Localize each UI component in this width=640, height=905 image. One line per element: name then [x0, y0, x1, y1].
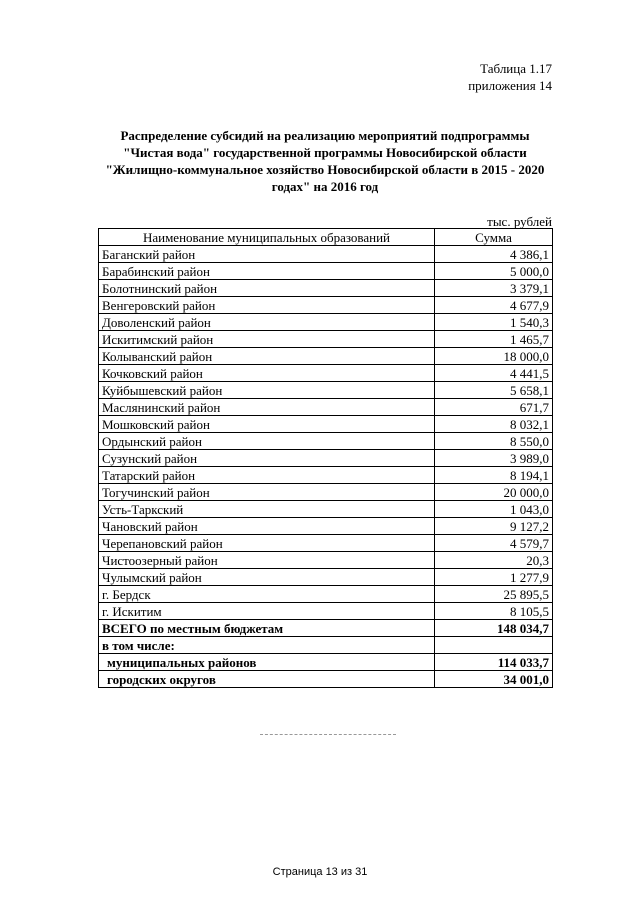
subsidy-sum: 1 043,0	[435, 501, 553, 518]
municipality-name: Маслянинский район	[99, 399, 435, 416]
municipality-name: Кочковский район	[99, 365, 435, 382]
table-row	[99, 603, 553, 620]
subsidy-table	[98, 228, 553, 688]
unit-label: тыс. рублей	[487, 214, 552, 229]
municipal-districts-row	[99, 654, 553, 671]
subsidy-sum: 1 540,3	[435, 314, 553, 331]
municipality-name: Чистоозерный район	[99, 552, 435, 569]
title-line: годах" на 2016 год	[271, 179, 379, 194]
title-line: Распределение субсидий на реализацию мероприятий подпрограммы	[120, 128, 530, 143]
subsidy-sum: 3 379,1	[435, 280, 553, 297]
including-row	[99, 637, 553, 654]
separator-line	[260, 734, 396, 735]
subsidy-sum: 9 127,2	[435, 518, 553, 535]
municipality-name: Мошковский район	[99, 416, 435, 433]
subsidy-sum: 1 465,7	[435, 331, 553, 348]
total-label: ВСЕГО по местным бюджетам	[99, 620, 435, 637]
table-row	[99, 433, 553, 450]
subsidy-sum: 5 000,0	[435, 263, 553, 280]
table-row	[99, 518, 553, 535]
table-row	[99, 552, 553, 569]
table-row	[99, 416, 553, 433]
table-row	[99, 348, 553, 365]
subsidy-sum: 1 277,9	[435, 569, 553, 586]
municipality-name: Венгеровский район	[99, 297, 435, 314]
municipality-name: Усть-Таркский	[99, 501, 435, 518]
subsidy-sum: 25 895,5	[435, 586, 553, 603]
column-header-name: Наименование муниципальных образований	[99, 229, 435, 246]
table-row	[99, 314, 553, 331]
subsidy-sum: 5 658,1	[435, 382, 553, 399]
municipality-name: Чулымский район	[99, 569, 435, 586]
subsidy-sum: 8 105,5	[435, 603, 553, 620]
subsidy-sum: 3 989,0	[435, 450, 553, 467]
column-header-sum: Сумма	[435, 229, 553, 246]
page-footer: Страница 13 из 31	[272, 866, 368, 878]
municipality-name: г. Бердск	[99, 586, 435, 603]
table-row	[99, 280, 553, 297]
table-row	[99, 382, 553, 399]
subsidy-sum: 8 032,1	[435, 416, 553, 433]
subsidy-sum: 18 000,0	[435, 348, 553, 365]
municipality-name: Искитимский район	[99, 331, 435, 348]
table-row	[99, 450, 553, 467]
municipality-name: Колыванский район	[99, 348, 435, 365]
including-sum	[435, 637, 553, 654]
municipality-name: Чановский район	[99, 518, 435, 535]
table-row	[99, 569, 553, 586]
subsidy-sum: 4 386,1	[435, 246, 553, 263]
urban-districts-label: городских округов	[99, 671, 435, 688]
appendix-label: приложения 14	[468, 78, 552, 93]
subsidy-sum: 4 677,9	[435, 297, 553, 314]
municipality-name: г. Искитим	[99, 603, 435, 620]
table-number-label: Таблица 1.17	[480, 61, 552, 76]
subsidy-sum: 20 000,0	[435, 484, 553, 501]
municipal-districts-sum: 114 033,7	[435, 654, 553, 671]
table-row	[99, 399, 553, 416]
subsidy-sum: 20,3	[435, 552, 553, 569]
subsidy-sum: 8 194,1	[435, 467, 553, 484]
table-row	[99, 331, 553, 348]
table-row	[99, 263, 553, 280]
municipality-name: Черепановский район	[99, 535, 435, 552]
table-row	[99, 365, 553, 382]
including-label: в том числе:	[99, 637, 435, 654]
urban-districts-sum: 34 001,0	[435, 671, 553, 688]
municipal-districts-label: муниципальных районов	[99, 654, 435, 671]
subsidy-sum: 8 550,0	[435, 433, 553, 450]
document-title	[90, 127, 560, 195]
table-row	[99, 535, 553, 552]
municipality-name: Ордынский район	[99, 433, 435, 450]
title-line: "Чистая вода" государственной программы Новосибирской области	[123, 145, 527, 160]
municipality-name: Тогучинский район	[99, 484, 435, 501]
table-row	[99, 297, 553, 314]
subsidy-sum: 671,7	[435, 399, 553, 416]
municipality-name: Куйбышевский район	[99, 382, 435, 399]
table-row	[99, 246, 553, 263]
municipality-name: Татарский район	[99, 467, 435, 484]
table-header-row	[99, 229, 553, 246]
total-row	[99, 620, 553, 637]
municipality-name: Барабинский район	[99, 263, 435, 280]
table-row	[99, 586, 553, 603]
table-row	[99, 467, 553, 484]
municipality-name: Доволенский район	[99, 314, 435, 331]
title-line: "Жилищно-коммунальное хозяйство Новосибирской области в 2015 - 2020	[105, 162, 545, 177]
municipality-name: Болотнинский район	[99, 280, 435, 297]
subsidy-sum: 4 579,7	[435, 535, 553, 552]
total-sum: 148 034,7	[435, 620, 553, 637]
table-row	[99, 484, 553, 501]
municipality-name: Баганский район	[99, 246, 435, 263]
urban-districts-row	[99, 671, 553, 688]
table-row	[99, 501, 553, 518]
municipality-name: Сузунский район	[99, 450, 435, 467]
subsidy-sum: 4 441,5	[435, 365, 553, 382]
